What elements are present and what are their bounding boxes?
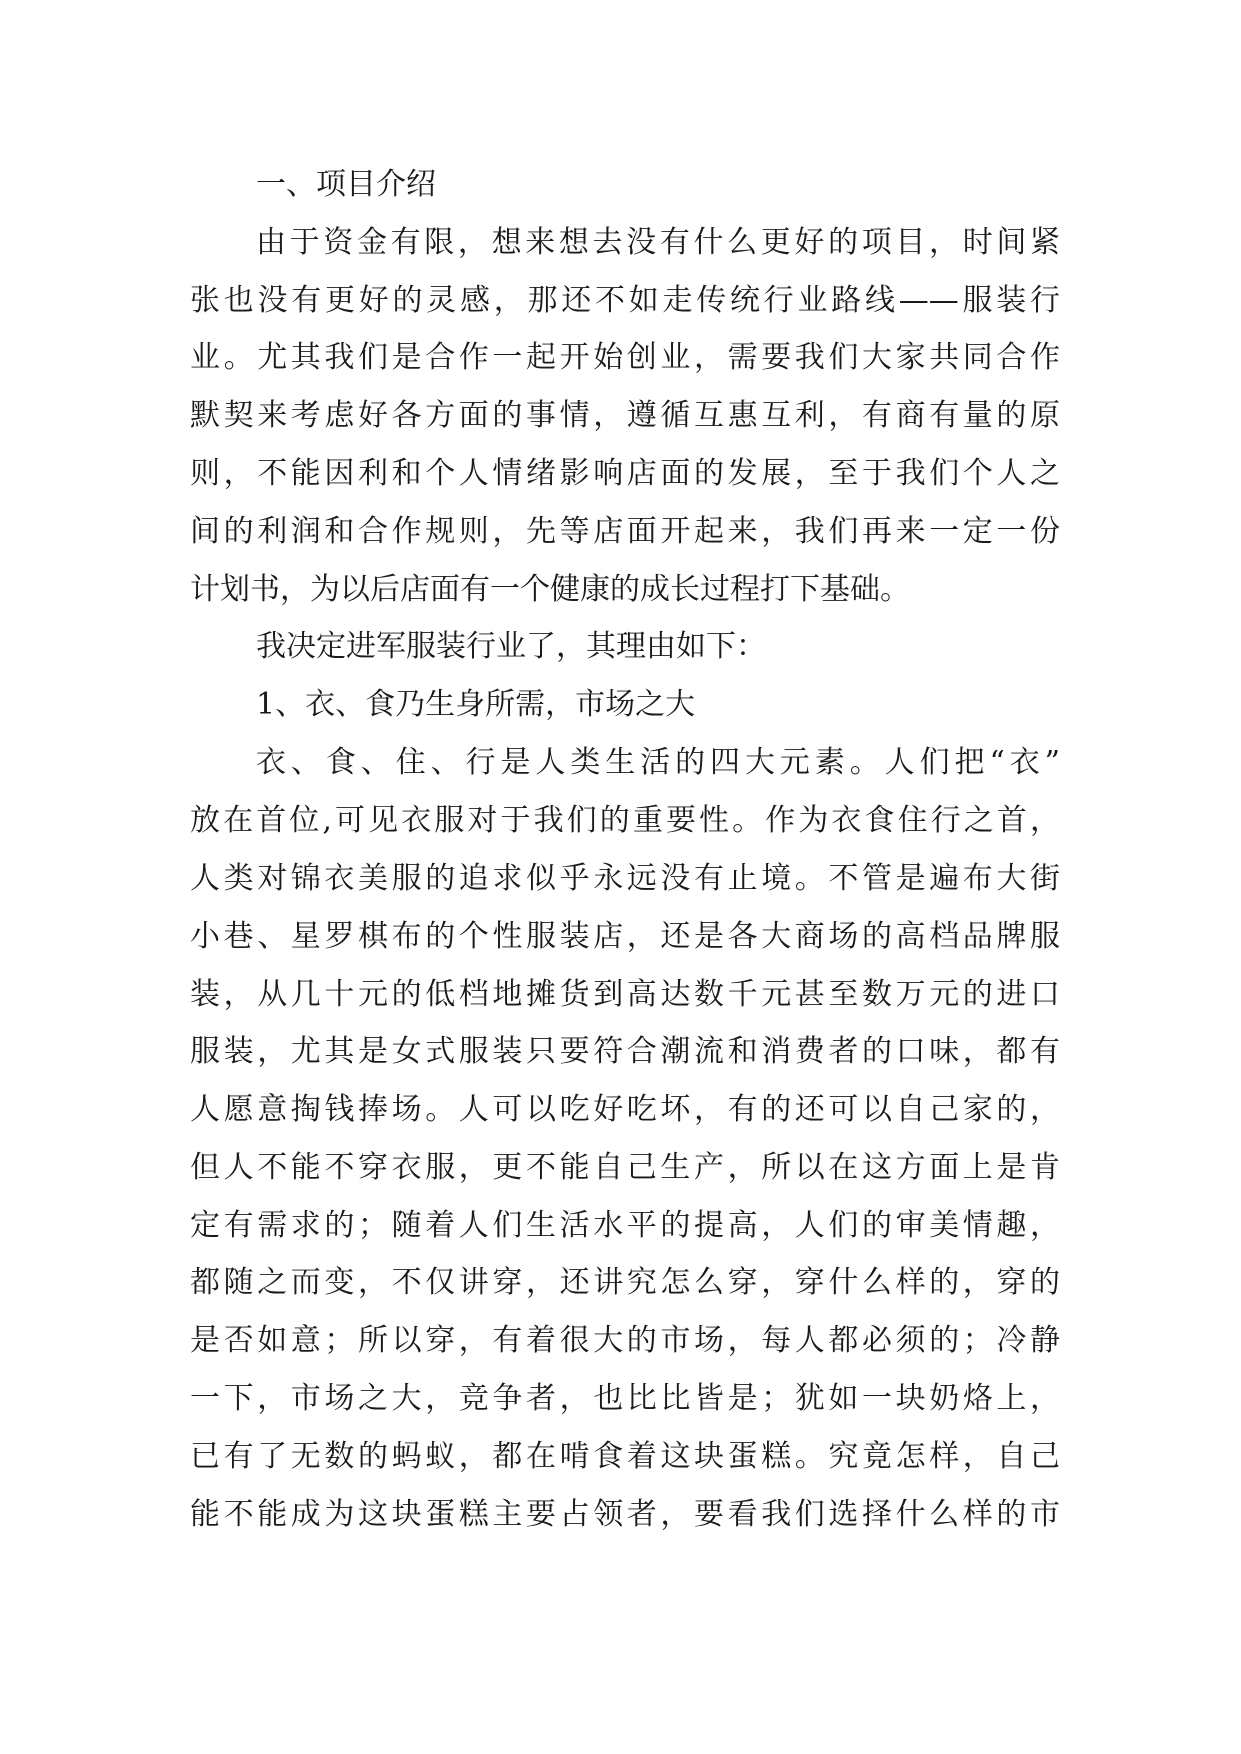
paragraph-line: 但人不能不穿衣服，更不能自己生产，所以在这方面上是肯 [190,1150,1060,1185]
paragraph-line: 放在首位,可见衣服对于我们的重要性。作为衣食住行之首， [190,803,1060,838]
paragraph-line: 计划书，为以后店面有一个健康的成长过程打下基础。 [190,572,910,607]
paragraph-line: 人愿意掏钱捧场。人可以吃好吃坏，有的还可以自己家的， [190,1092,1060,1127]
section-heading: 一、项目介绍 [256,167,436,202]
paragraph-line: 间的利润和合作规则，先等店面开起来，我们再来一定一份 [190,514,1060,549]
paragraph-line: 服装，尤其是女式服装只要符合潮流和消费者的口味，都有 [190,1034,1060,1069]
paragraph-line: 业。尤其我们是合作一起开始创业，需要我们大家共同合作 [190,340,1060,375]
paragraph-line: 是否如意；所以穿，有着很大的市场，每人都必须的；冷静 [190,1323,1060,1358]
paragraph-line: 定有需求的；随着人们生活水平的提高，人们的审美情趣， [190,1208,1060,1243]
paragraph-line: 能不能成为这块蛋糕主要占领者，要看我们选择什么样的市 [190,1497,1060,1532]
subheading: 1、衣、食乃生身所需，市场之大 [256,687,696,722]
paragraph-line: 由于资金有限，想来想去没有什么更好的项目，时间紧 [256,225,1060,260]
paragraph-line: 则，不能因利和个人情绪影响店面的发展，至于我们个人之 [190,456,1060,491]
paragraph-line: 都随之而变，不仅讲穿，还讲究怎么穿，穿什么样的，穿的 [190,1265,1060,1300]
paragraph-line: 默契来考虑好各方面的事情，遵循互惠互利，有商有量的原 [190,398,1060,433]
paragraph-line: 装，从几十元的低档地摊货到高达数千元甚至数万元的进口 [190,977,1060,1012]
paragraph-line: 已有了无数的蚂蚁，都在啃食着这块蛋糕。究竟怎样，自己 [190,1439,1060,1474]
paragraph-line: 衣、食、住、行是人类生活的四大元素。人们把“衣” [256,745,1060,780]
paragraph-line: 小巷、星罗棋布的个性服装店，还是各大商场的高档品牌服 [190,919,1060,954]
paragraph-line: 人类对锦衣美服的追求似乎永远没有止境。不管是遍布大街 [190,861,1060,896]
paragraph-line: 我决定进军服装行业了，其理由如下： [256,629,766,664]
paragraph-line: 一下，市场之大，竞争者，也比比皆是；犹如一块奶烙上， [190,1381,1060,1416]
paragraph-line: 张也没有更好的灵感，那还不如走传统行业路线——服装行 [190,283,1060,318]
